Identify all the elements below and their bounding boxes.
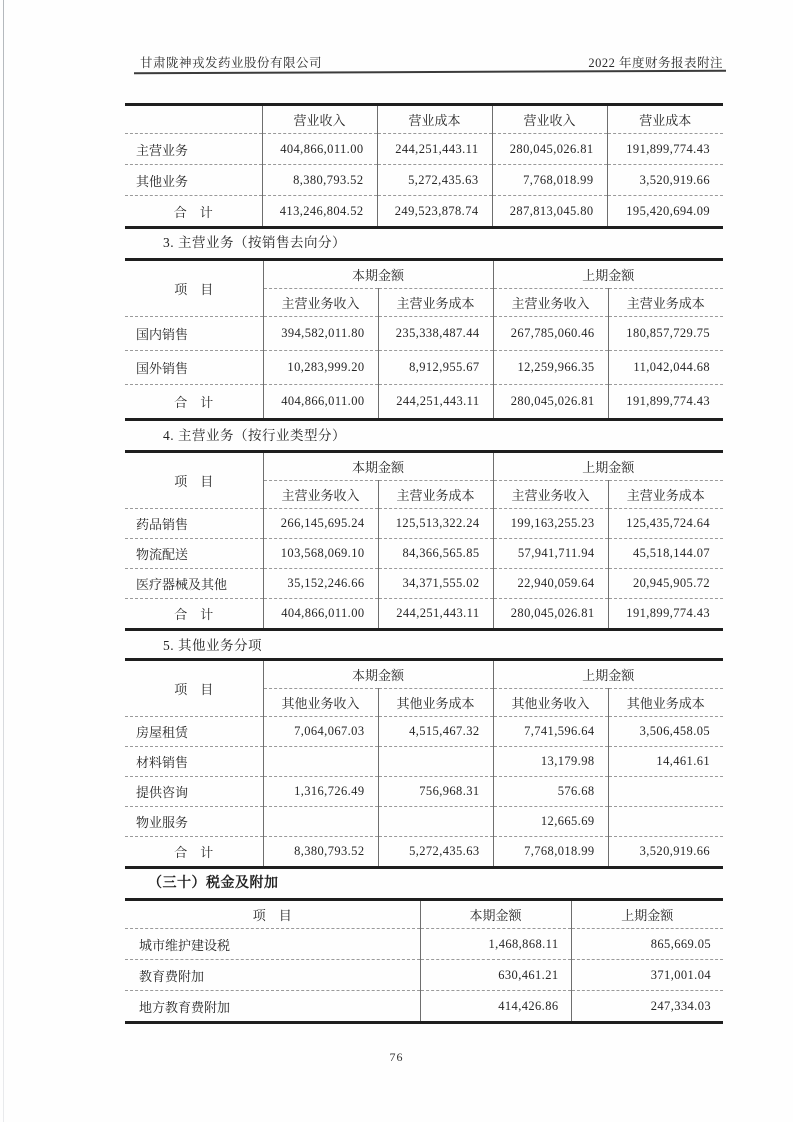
- table-cell: 404,866,011.00: [262, 134, 377, 165]
- column-header: 主营业务收入: [263, 481, 378, 509]
- column-header: 本期金额: [420, 900, 571, 929]
- column-header: 主营业务收入: [493, 289, 608, 317]
- table-cell: 84,366,565.85: [378, 539, 493, 569]
- row-label: 物流配送: [125, 539, 263, 569]
- row-label: 合 计: [125, 196, 262, 228]
- column-header: 营业成本: [607, 105, 723, 134]
- table-cell: 22,940,059.64: [493, 569, 608, 599]
- scan-edge-artifact: [3, 0, 4, 1122]
- table-cell: 35,152,246.66: [263, 569, 378, 599]
- row-label: 合 计: [125, 837, 263, 868]
- table-cell: 267,785,060.46: [493, 317, 608, 351]
- row-label: 药品销售: [125, 509, 263, 539]
- table-cell: 404,866,011.00: [263, 385, 378, 420]
- table-cell: 191,899,774.43: [607, 134, 723, 165]
- table-cell: 34,371,555.02: [378, 569, 493, 599]
- table-cell: 14,461.61: [608, 747, 723, 777]
- table-row: [125, 509, 723, 539]
- table-cell: 125,513,322.24: [378, 509, 493, 539]
- table-cell: 20,945,905.72: [608, 569, 723, 599]
- table-cell: 199,163,255.23: [493, 509, 608, 539]
- column-header: 其他业务收入: [263, 689, 378, 717]
- table-cell: 7,064,067.03: [263, 717, 378, 747]
- table-cell: 266,145,695.24: [263, 509, 378, 539]
- table-cell: 7,768,018.99: [492, 165, 607, 196]
- item-header: 项 目: [174, 474, 214, 489]
- table-cell: 287,813,045.80: [492, 196, 607, 228]
- table-cell: [608, 807, 723, 837]
- table-business-summary: [125, 103, 723, 229]
- column-header: 主营业务成本: [378, 481, 493, 509]
- table-cell: 630,461.21: [420, 960, 571, 991]
- group-header-current: 本期金额: [263, 260, 493, 289]
- table-cell: 11,042,044.68: [608, 351, 723, 385]
- table-cell: 394,582,011.80: [263, 317, 378, 351]
- table-cell: [378, 807, 493, 837]
- table-cell: [378, 747, 493, 777]
- table-cell: 103,568,069.10: [263, 539, 378, 569]
- column-header: 上期金额: [571, 900, 723, 929]
- table-other-business: [125, 658, 723, 869]
- table-cell: 7,768,018.99: [493, 837, 608, 868]
- table-cell: 244,251,443.11: [377, 134, 492, 165]
- table-cell: 414,426.86: [420, 991, 571, 1023]
- row-label: 合 计: [125, 599, 263, 630]
- row-label: 主营业务: [125, 134, 262, 165]
- column-header: 其他业务成本: [378, 689, 493, 717]
- table-cell: 576.68: [493, 777, 608, 807]
- table-cell: 756,968.31: [378, 777, 493, 807]
- table-cell: 865,669.05: [571, 929, 723, 960]
- column-header: 主营业务成本: [608, 289, 723, 317]
- row-label: 地方教育费附加: [125, 991, 420, 1023]
- report-title: 2022 年度财务报表附注: [588, 56, 723, 70]
- table-cell: 180,857,729.75: [608, 317, 723, 351]
- table-cell: 10,283,999.20: [263, 351, 378, 385]
- table-header-row: [125, 660, 723, 689]
- table-cell: 280,045,026.81: [493, 385, 608, 420]
- table-header-row: [125, 105, 723, 134]
- table-cell: 235,338,487.44: [378, 317, 493, 351]
- table-cell: [608, 777, 723, 807]
- group-header-current: 本期金额: [263, 452, 493, 481]
- table-row: [125, 317, 723, 351]
- row-label: 国内销售: [125, 317, 263, 351]
- table-cell: 244,251,443.11: [378, 599, 493, 630]
- table-cell: 371,001.04: [571, 960, 723, 991]
- table-cell: 280,045,026.81: [493, 599, 608, 630]
- empty-header-cell: [125, 105, 262, 134]
- table-total-row: [125, 599, 723, 630]
- column-header: 主营业务成本: [378, 289, 493, 317]
- table-cell: 195,420,694.09: [607, 196, 723, 228]
- table-cell: 1,316,726.49: [263, 777, 378, 807]
- table-row: [125, 569, 723, 599]
- table-cell: 249,523,878.74: [377, 196, 492, 228]
- table-cell: 125,435,724.64: [608, 509, 723, 539]
- column-header: 项 目: [252, 908, 292, 923]
- table-row: [125, 351, 723, 385]
- table-row: [125, 929, 723, 960]
- table-cell: 7,741,596.64: [493, 717, 608, 747]
- table-row: [125, 747, 723, 777]
- table-total-row: [125, 837, 723, 868]
- table-cell: 5,272,435.63: [377, 165, 492, 196]
- table-cell: 12,259,966.35: [493, 351, 608, 385]
- table-row: [125, 777, 723, 807]
- column-header: 营业成本: [377, 105, 492, 134]
- table-header-row: [125, 900, 723, 929]
- table-cell: [263, 807, 378, 837]
- table-row: [125, 539, 723, 569]
- row-label: 其他业务: [125, 165, 262, 196]
- column-header: 主营业务收入: [263, 289, 378, 317]
- table-cell: 244,251,443.11: [378, 385, 493, 420]
- table-row: [125, 807, 723, 837]
- table-cell: 8,380,793.52: [262, 165, 377, 196]
- table-cell: 404,866,011.00: [263, 599, 378, 630]
- table-by-destination: [125, 258, 723, 421]
- table-header-row: [125, 260, 723, 289]
- table-cell: 3,520,919.66: [608, 837, 723, 868]
- table-cell: 8,380,793.52: [263, 837, 378, 868]
- column-header: 其他业务收入: [493, 689, 608, 717]
- table-cell: 57,941,711.94: [493, 539, 608, 569]
- section-heading-3: 3. 主营业务（按销售去向分）: [163, 235, 346, 250]
- row-label: 城市维护建设税: [125, 929, 420, 960]
- page-header: [140, 53, 723, 71]
- table-cell: 12,665.69: [493, 807, 608, 837]
- table-header-row: [125, 452, 723, 481]
- column-header: 其他业务成本: [608, 689, 723, 717]
- table-by-industry: [125, 450, 723, 631]
- group-header-current: 本期金额: [263, 660, 493, 689]
- row-label: 合 计: [125, 385, 263, 420]
- table-cell: 1,468,868.11: [420, 929, 571, 960]
- row-label: 材料销售: [125, 747, 263, 777]
- table-row: [125, 960, 723, 991]
- table-total-row: [125, 385, 723, 420]
- table-row: [125, 717, 723, 747]
- table-cell: 247,334.03: [571, 991, 723, 1023]
- table-cell: 191,899,774.43: [608, 599, 723, 630]
- column-header: 主营业务收入: [493, 481, 608, 509]
- table-row: [125, 991, 723, 1023]
- table-cell: 8,912,955.67: [378, 351, 493, 385]
- table-cell: 3,506,458.05: [608, 717, 723, 747]
- row-label: 房屋租赁: [125, 717, 263, 747]
- table-cell: 5,272,435.63: [378, 837, 493, 868]
- section-heading-4: 4. 主营业务（按行业类型分）: [163, 428, 346, 443]
- group-header-prior: 上期金额: [493, 660, 723, 689]
- column-header: 营业收入: [492, 105, 607, 134]
- row-label: 医疗器械及其他: [125, 569, 263, 599]
- row-label: 物业服务: [125, 807, 263, 837]
- table-cell: 280,045,026.81: [492, 134, 607, 165]
- table-row: [125, 165, 723, 196]
- table-cell: [263, 747, 378, 777]
- row-label: 提供咨询: [125, 777, 263, 807]
- table-taxes: [125, 898, 723, 1024]
- section-heading-5: 5. 其他业务分项: [163, 638, 262, 653]
- page-number: 76: [389, 1050, 404, 1064]
- table-cell: 3,520,919.66: [607, 165, 723, 196]
- group-header-prior: 上期金额: [493, 452, 723, 481]
- table-total-row: [125, 196, 723, 228]
- column-header: 营业收入: [262, 105, 377, 134]
- table-cell: 413,246,804.52: [262, 196, 377, 228]
- table-cell: 191,899,774.43: [608, 385, 723, 420]
- item-header: 项 目: [174, 282, 214, 297]
- company-name: 甘肃陇神戎发药业股份有限公司: [140, 56, 323, 70]
- row-label: 教育费附加: [125, 960, 420, 991]
- row-label: 国外销售: [125, 351, 263, 385]
- column-header: 主营业务成本: [608, 481, 723, 509]
- table-row: [125, 134, 723, 165]
- table-cell: 13,179.98: [493, 747, 608, 777]
- section-heading-30: （三十）税金及附加: [148, 876, 279, 891]
- table-cell: 4,515,467.32: [378, 717, 493, 747]
- table-cell: 45,518,144.07: [608, 539, 723, 569]
- group-header-prior: 上期金额: [493, 260, 723, 289]
- item-header: 项 目: [174, 682, 214, 697]
